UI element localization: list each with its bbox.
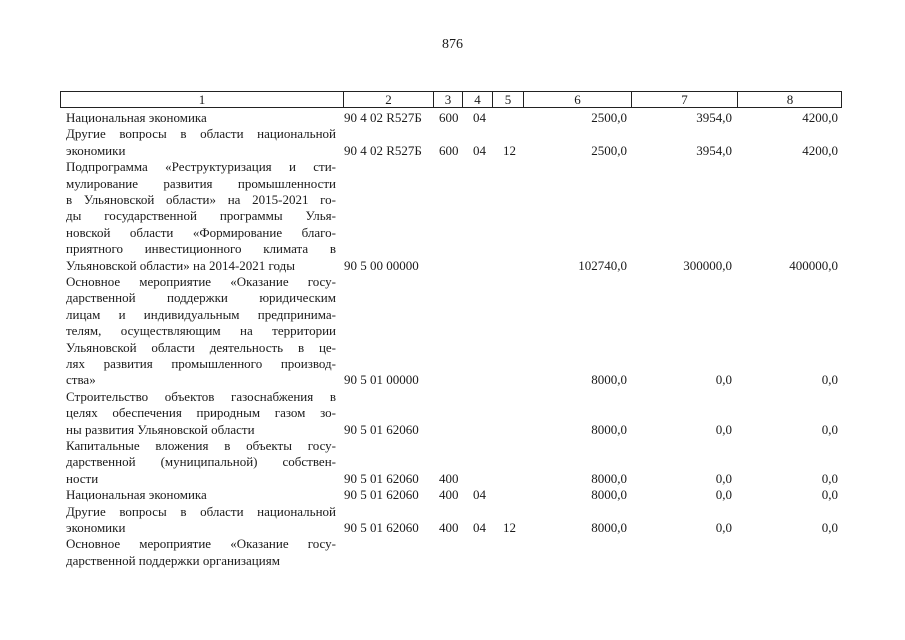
row-description-line: мулирование развития промышленности (66, 175, 336, 191)
header-col-1: 1 (61, 92, 344, 107)
row-value-8: 4200,0 (802, 110, 838, 125)
row-value-6: 2500,0 (591, 142, 627, 158)
header-col-3: 3 (434, 92, 463, 107)
row-value-8: 0,0 (821, 487, 838, 503)
header-col-8: 8 (786, 92, 794, 107)
row-col-5: 12 (503, 520, 516, 535)
row-col-3: 600 (439, 110, 459, 125)
row-value-7: 0,0 (715, 372, 732, 388)
row-description-line: Ульяновской области» на 2014-2021 годы (66, 257, 296, 273)
row-col-4: 04 (473, 520, 486, 535)
row-description-line: экономики (66, 142, 126, 158)
row-value-8: 400000,0 (789, 257, 838, 273)
row-description-line: Ульяновской области деятельность в це- (66, 339, 336, 355)
row-description-line: дарственной поддержки юридическим (66, 290, 336, 306)
row-value-6: 2500,0 (591, 110, 627, 125)
row-code: 90 5 00 00000 (344, 257, 419, 273)
row-description-line: лицам и индивидуальным предпринима- (66, 306, 336, 322)
row-value-8: 0,0 (821, 520, 838, 535)
row-code: 90 4 02 R527Б (344, 110, 422, 125)
row-description-line: Основное мероприятие «Оказание госу- (66, 274, 336, 289)
row-value-7: 3954,0 (696, 142, 732, 158)
row-value-6: 8000,0 (591, 421, 627, 437)
row-value-7: 3954,0 (696, 110, 732, 125)
row-value-6: 8000,0 (591, 487, 627, 503)
row-description-line: Другие вопросы в области национальной (66, 126, 336, 142)
row-description-line: лях развития промышленного производ- (66, 356, 336, 371)
row-description-line: Основное мероприятие «Оказание госу- (66, 536, 336, 552)
row-description-line: Строительство объектов газоснабжения в (66, 388, 336, 404)
row-value-6: 8000,0 (591, 470, 627, 486)
row-value-7: 0,0 (715, 421, 732, 437)
row-description-line: ства» (66, 372, 96, 388)
row-description-line: экономики (66, 520, 126, 535)
row-code: 90 5 01 62060 (344, 487, 419, 503)
row-description-line: дарственной поддержки организациям (66, 552, 280, 568)
row-description-line: целях обеспечения природным газом зо- (66, 405, 336, 421)
row-code: 90 5 01 00000 (344, 372, 419, 388)
header-col-2: 2 (344, 92, 434, 107)
row-value-7: 0,0 (715, 487, 732, 503)
row-description-line: Подпрограмма «Реструктуризация и сти- (66, 159, 336, 175)
row-col-4: 04 (473, 110, 486, 125)
header-col-5: 5 (493, 92, 524, 107)
row-description-line: Национальная экономика (66, 110, 207, 125)
table-header (60, 91, 842, 108)
row-code: 90 4 02 R527Б (344, 142, 422, 158)
row-value-7: 300000,0 (683, 257, 732, 273)
row-description-line: в Ульяновской области» на 2015-2021 го- (66, 192, 336, 207)
row-col-4: 04 (473, 487, 486, 503)
header-col-7: 7 (632, 92, 738, 107)
row-col-3: 400 (439, 470, 459, 486)
row-code: 90 5 01 62060 (344, 470, 419, 486)
row-value-6: 102740,0 (578, 257, 627, 273)
row-col-3: 600 (439, 142, 459, 158)
row-description-line: ны развития Ульяновской области (66, 421, 255, 437)
row-col-5: 12 (503, 142, 516, 158)
row-description-line: новской области «Формирование благо- (66, 224, 336, 240)
row-value-8: 4200,0 (802, 142, 838, 158)
row-code: 90 5 01 62060 (344, 520, 419, 535)
row-description-line: дарственной (муниципальной) собствен- (66, 454, 336, 470)
row-value-6: 8000,0 (591, 520, 627, 535)
row-description-line: приятного инвестиционного климата в (66, 241, 336, 257)
row-col-4: 04 (473, 142, 486, 158)
row-value-8: 0,0 (821, 470, 838, 486)
row-value-6: 8000,0 (591, 372, 627, 388)
row-col-3: 400 (439, 487, 459, 503)
row-code: 90 5 01 62060 (344, 421, 419, 437)
row-description-line: Национальная экономика (66, 487, 207, 503)
row-description-line: ности (66, 470, 99, 486)
row-description-line: телям, осуществляющим на территории (66, 323, 336, 339)
row-description-line: ды государственной программы Улья- (66, 208, 336, 224)
row-col-3: 400 (439, 520, 459, 535)
row-description-line: Капитальные вложения в объекты госу- (66, 438, 336, 453)
row-description-line: Другие вопросы в области национальной (66, 503, 336, 519)
row-value-7: 0,0 (715, 470, 732, 486)
header-col-6: 6 (524, 92, 632, 107)
page-number: 876 (442, 37, 463, 52)
row-value-7: 0,0 (715, 520, 732, 535)
row-value-8: 0,0 (821, 372, 838, 388)
header-col-4: 4 (463, 92, 493, 107)
row-value-8: 0,0 (821, 421, 838, 437)
